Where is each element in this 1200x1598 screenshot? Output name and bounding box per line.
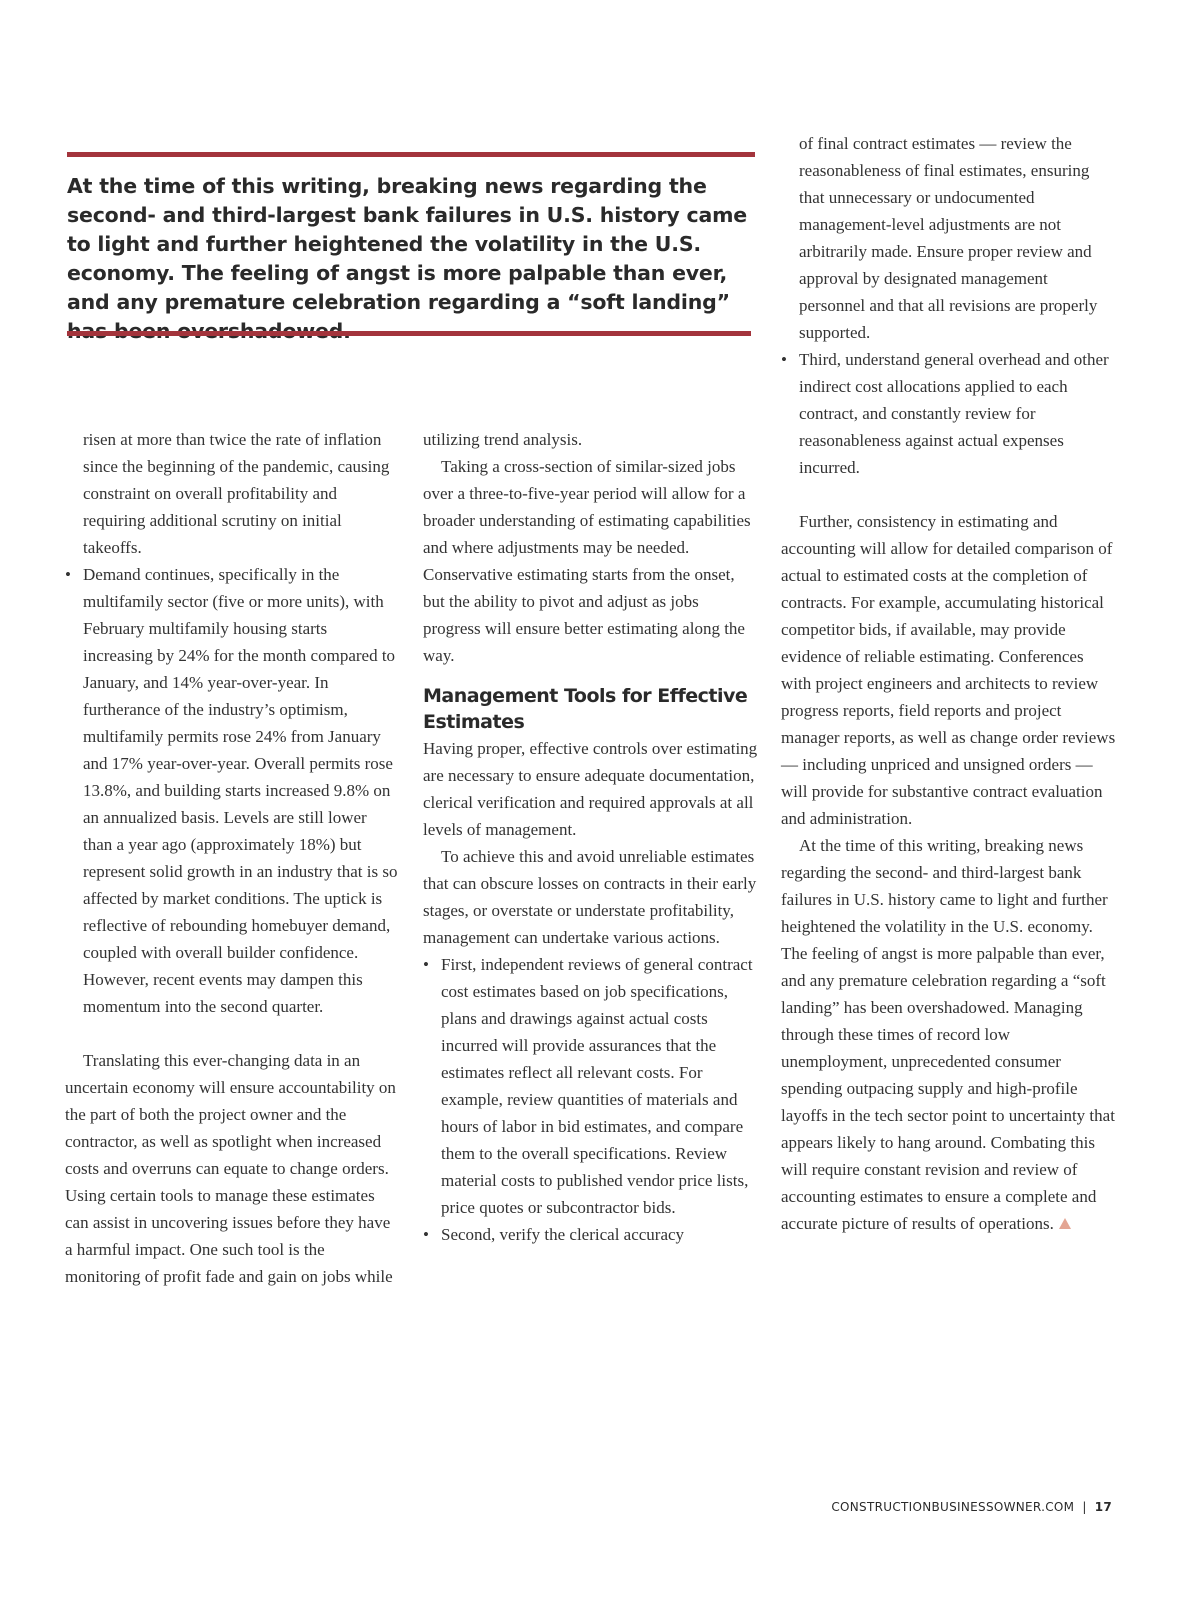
bullet-item: • Second, verify the clerical accuracy [423,1221,759,1248]
paragraph: Taking a cross-section of similar-sized jobs over a three-to-five-year period will allow for a broader understanding of estimating capabilities and where adjustments may be needed. Conservative estimating starts from the onset, but the ability to pivot and adjust as jobs progress will ensure better estimating along the way. [423,457,751,665]
page-footer [831,1500,1112,1514]
footer-separator: | [1082,1500,1087,1514]
paragraph: To achieve this and avoid unreliable estimates that can obscure losses on contracts in their early stages, or overstate or understate profitability, management can undertake various actions. [423,847,757,947]
pull-quote-top-rule [67,152,755,157]
paragraph-final [781,832,1116,1237]
bullet-continuation: of final contract estimates — review the reasonableness of final estimates, ensuring that unnecessary or undocumented management-level adjustments are not arbitrarily made. Ensure proper review and approval by designated management personnel and that all revisions are properly supported. [799,134,1098,342]
pull-quote: At the time of this writing, breaking news regarding the second- and third-largest bank failures in U.S. history came to light and further heightened the volatility in the U.S. economy. The feeling of angst is more palpable than ever, and any premature celebration regarding a “soft landing” [67,174,747,314]
footer-site: CONSTRUCTIONBUSINESSOWNER.COM [831,1500,1075,1514]
paragraph: Translating this ever-changing data in an uncertain economy will ensure accountability on the part of both the project owner and the contractor, as well as spotlight when increased costs and overruns can equate to change orders. Using certain tools to manage these estimates can assist in uncovering issues before they have a harmful impact. One such tool is the monitoring of profit fade and gain on jobs while [65,1051,396,1286]
column-3 [781,130,1116,1237]
paragraph-continuation: utilizing trend analysis. [423,430,583,449]
paragraph: Having proper, effective controls over estimating are necessary to ensure adequate documentation, clerical verification and required approvals at all levels of management. [423,739,758,839]
page-number: 17 [1094,1500,1112,1514]
paragraph: Further, consistency in estimating and accounting will allow for detailed comparison of actual to estimated costs at the completion of contracts. For example, accumulating historical competitor bids, if available, may provide evidence of reliable estimating. Conferences with project engineers and architects to review progress reports, field reports and project manager reports, as well as change order reviews — including unpriced and unsigned orders — will provide for substantive contract evaluation and administration. [781,512,1116,828]
bullet-item: • Third, understand general overhead and other indirect cost allocations applied to each contract, and constantly review for reasonableness against actual expenses incurred. [781,346,1116,481]
paragraph-text: At the time of this writing, breaking news regarding the second- and third-largest bank failures in U.S. history came to light and further heightened the volatility in the U.S. economy. The feeling of angst is more palpable than ever, and any premature celebration regarding a “soft landing” has been overshadowed. Managing through these times of record low unemployment, unprecedented consumer spending outpacing supply and high-profile layoffs in the tech sector point to uncertainty that appears likely to hang around. Combating this will require constant revision and review of accounting estimates to ensure a complete and accurate picture of results of operations. [781,836,1115,1233]
bullet-continuation: risen at more than twice the rate of inflation since the beginning of the pandemic, causing constraint on overall profitability and requiring additional scrutiny on initial takeoffs. [83,430,390,557]
section-heading: Management Tools for Effective Estimates [423,685,748,733]
column-2 [423,426,759,1248]
column-1 [65,426,400,1290]
bullet-item: • First, independent reviews of general contract cost estimates based on job specifications, plans and drawings against actual costs incurred will provide assurances that the estimates reflect all relevant costs. For example, review quantities of materials and hours of labor in bid estimates, and compare them to the overall specifications. Review material costs to published vendor price lists, price quotes or subcontractor bids. [423,951,759,1221]
end-mark-triangle-icon [1059,1218,1071,1229]
pull-quote-bottom-rule [67,331,751,336]
bullet-item: • Demand continues, specifically in the multifamily sector (five or more units), with February multifamily housing starts increasing by 24% for the month compared to January, and 14% year-over-year. In furtherance of the industry’s optimism, multifamily permits rose 24% from January and 17% year-over-year. Overall permits rose 13.8%, and building starts increased 9.8% on an annualized basis. Levels are still lower than a year ago (approximately 18%) but represent solid growth in an industry that is so affected by market conditions. The uptick is reflective of rebounding homebuyer demand, coupled with overall builder confidence. However, recent events may dampen this momentum into the second quarter. [65,561,400,1020]
